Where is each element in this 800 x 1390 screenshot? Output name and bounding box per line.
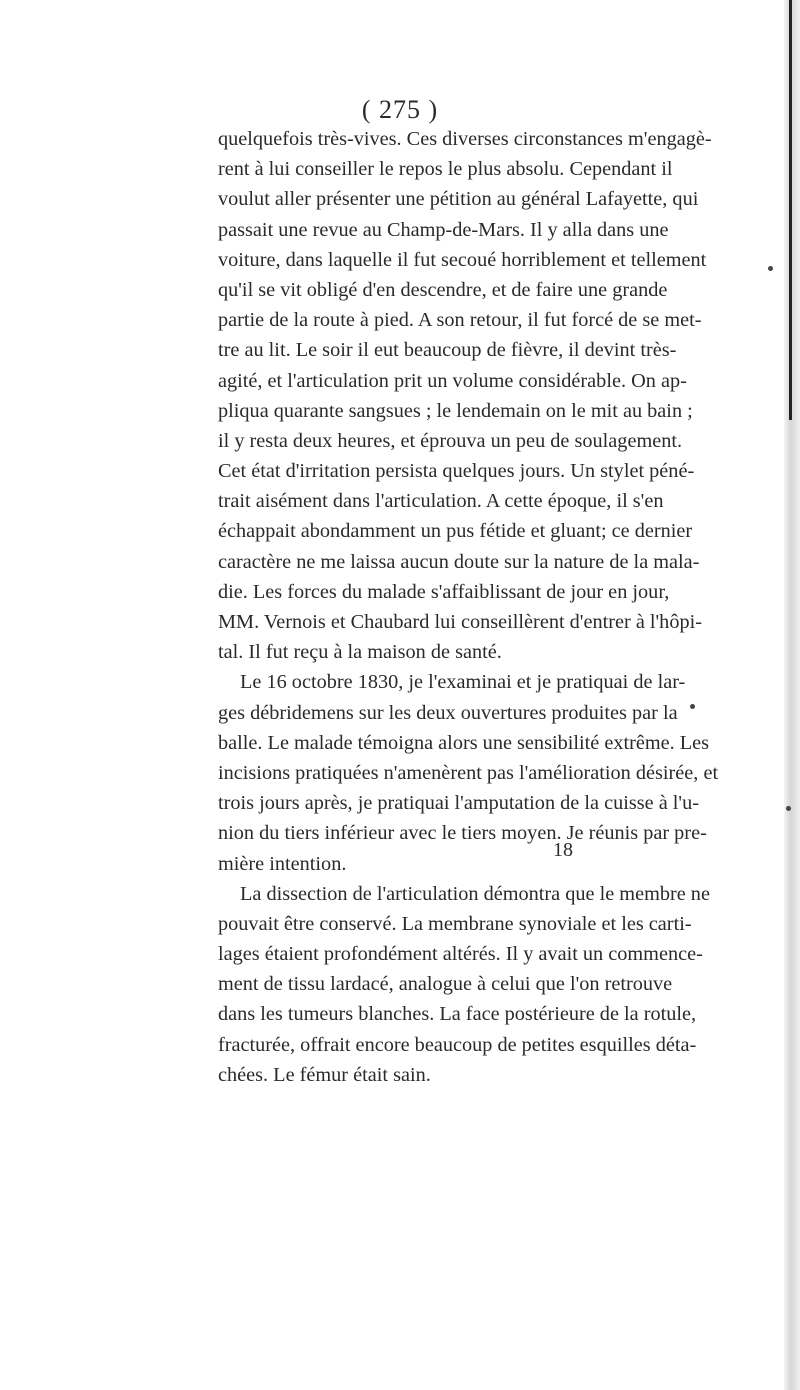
body-text [218,124,719,1090]
text-line: La dissection de l'articulation démontra que le membre ne [240,882,710,905]
ink-speck [690,704,695,709]
text-line: qu'il se vit obligé d'en descendre, et de faire une grande [218,278,668,301]
text-line: passait une revue au Champ-de-Mars. Il y alla dans une [218,218,669,241]
text-line: voiture, dans laquelle il fut secoué horriblement et tellement [218,248,707,271]
ink-speck [786,806,791,811]
text-line: agité, et l'articulation prit un volume considérable. On ap- [218,369,687,392]
text-line: tre au lit. Le soir il eut beaucoup de fièvre, il devint très- [218,339,677,362]
text-line: incisions pratiquées n'amenèrent pas l'amélioration désirée, et [218,761,719,784]
text-line: chées. Le fémur était sain. [218,1063,431,1086]
text-line: pliqua quarante sangsues ; le lendemain on le mit au bain ; [218,399,693,422]
text-line: ges débridemens sur les deux ouvertures produites par la [218,701,678,724]
text-line: fracturée, offrait encore beaucoup de petites esquilles déta- [218,1033,697,1056]
page-edge-shadow [784,0,800,1390]
text-line: rent à lui conseiller le repos le plus absolu. Cependant il [218,158,673,181]
text-line: pouvait être conservé. La membrane synoviale et les carti- [218,912,692,935]
page-edge-line [789,0,792,420]
text-line: Le 16 octobre 1830, je l'examinai et je pratiquai de lar- [240,671,686,694]
text-line: voulut aller présenter une pétition au général Lafayette, qui [218,188,699,211]
text-line: il y resta deux heures, et éprouva un peu de soulagement. [218,429,683,452]
text-line: ment de tissu lardacé, analogue à celui que l'on retrouve [218,973,673,996]
text-line: die. Les forces du malade s'affaiblissant de jour en jour, [218,580,670,603]
text-line: quelquefois très-vives. Ces diverses circonstances m'engagè- [218,128,712,150]
text-line: balle. Le malade témoigna alors une sensibilité extrême. Les [218,731,710,754]
text-line: trait aisément dans l'articulation. A cette époque, il s'en [218,490,664,513]
text-line: tal. Il fut reçu à la maison de santé. [218,641,502,664]
page-number: ( 275 ) [361,95,439,124]
text-line: Cet état d'irritation persista quelques jours. Un stylet péné- [218,460,695,483]
ink-speck [768,266,773,271]
signature-mark: 18 [553,839,573,861]
text-line: MM. Vernois et Chaubard lui conseillèrent d'entrer à l'hôpi- [218,611,702,633]
text-line: dans les tumeurs blanches. La face postérieure de la rotule, [218,1003,697,1026]
text-line: échappait abondamment un pus fétide et gluant; ce dernier [218,520,693,543]
text-line: partie de la route à pied. A son retour, il fut forcé de se met- [218,309,702,332]
text-line: mière intention. [218,852,347,875]
text-line: lages étaient profondément altérés. Il y avait un commence- [218,943,703,966]
text-line: caractère ne me laissa aucun doute sur la nature de la mala- [218,550,700,573]
text-line: nion du tiers inférieur avec le tiers moyen. Je réunis par pre- [218,822,707,845]
text-line: trois jours après, je pratiquai l'amputation de la cuisse à l'u- [218,792,699,815]
